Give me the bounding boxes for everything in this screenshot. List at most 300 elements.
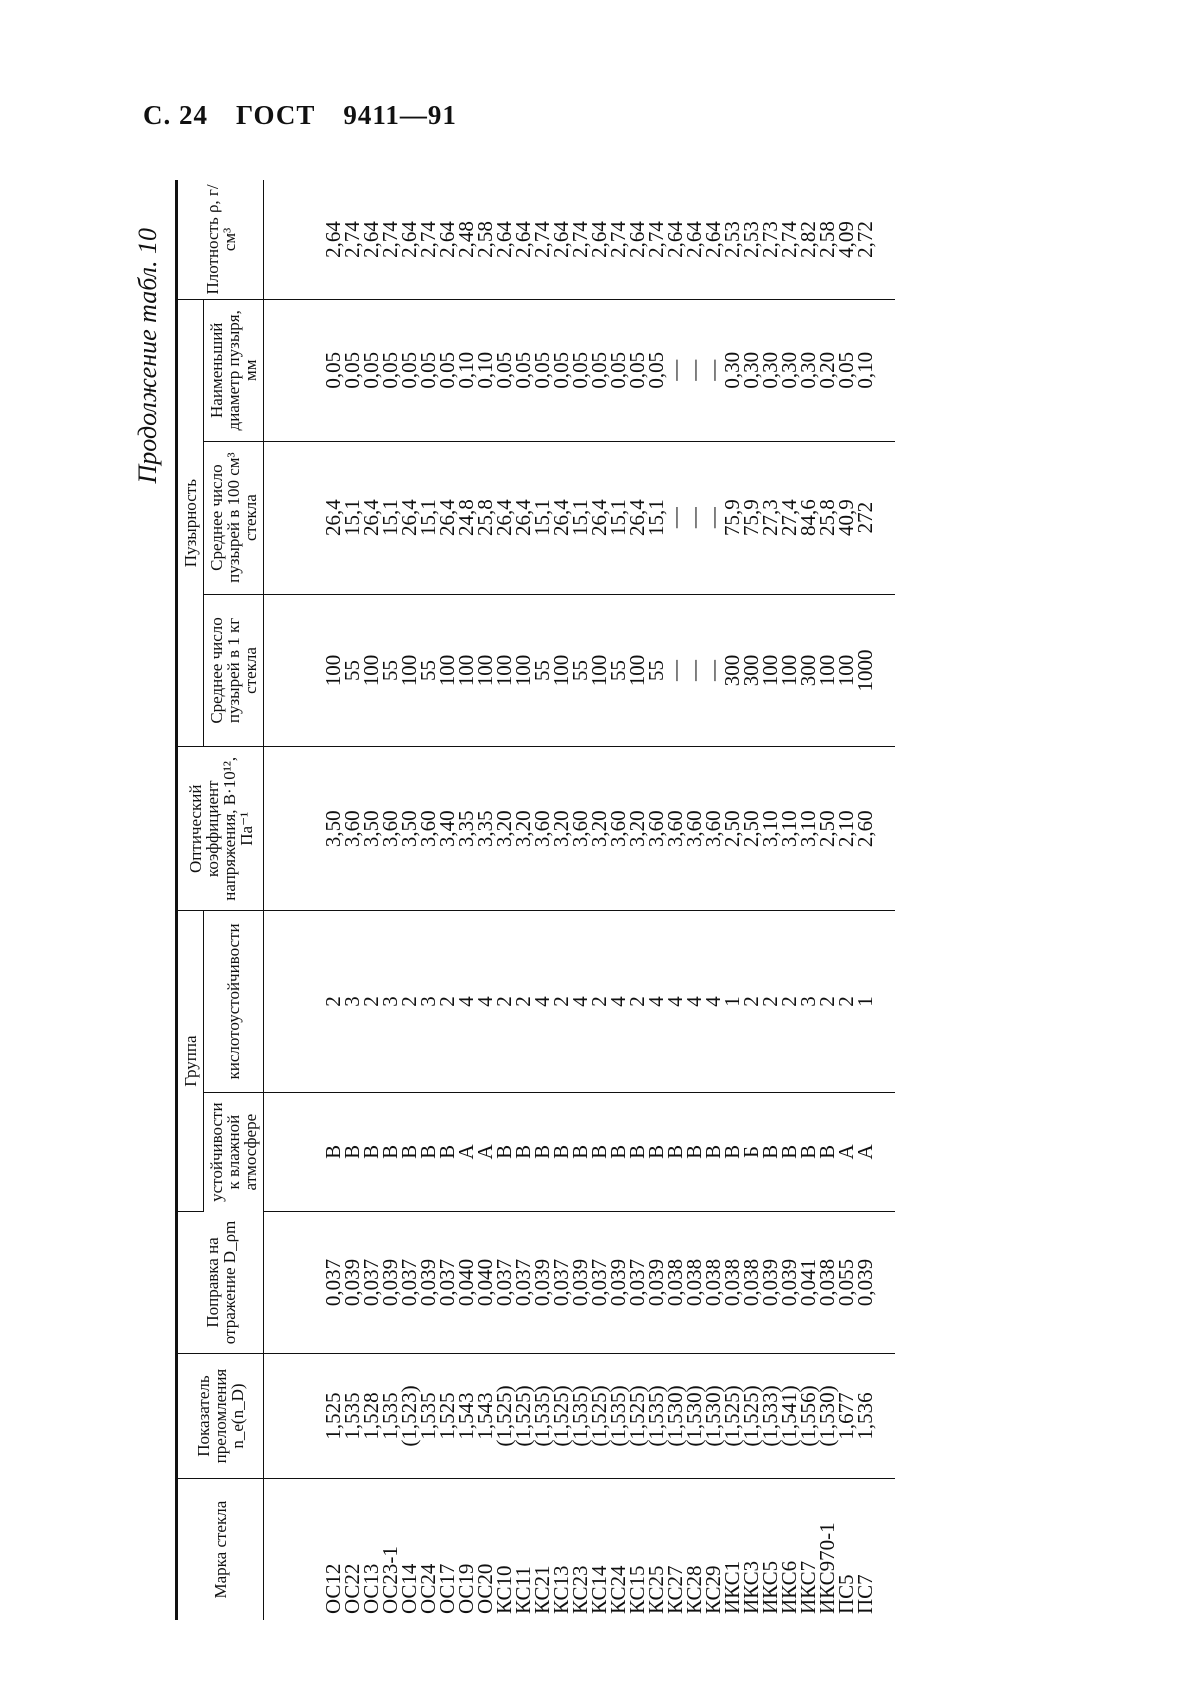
cell-kg: 55 <box>343 594 362 747</box>
cell-dia: — <box>666 299 685 441</box>
glass-properties-table <box>175 180 895 1620</box>
cell-hum: В <box>438 1092 457 1211</box>
cell-mark: ИКС3 <box>739 1560 763 1614</box>
cell-rho: 2,64 <box>552 180 571 299</box>
cell-rho: 2,64 <box>438 180 457 299</box>
cell-d: 0,039 <box>780 1212 799 1354</box>
cell-n: (1,530) <box>818 1353 837 1478</box>
cell-kg: 100 <box>362 594 381 747</box>
cell-dia: 0,05 <box>495 299 514 441</box>
cell-d: 0,039 <box>381 1212 400 1354</box>
cell-acid: 2 <box>628 911 647 1093</box>
cell-b: 3,60 <box>381 747 400 911</box>
cell-acid: 4 <box>571 911 590 1093</box>
col-group: Группа <box>177 911 204 1212</box>
cell-b: 3,60 <box>666 747 685 911</box>
cell-d: 0,038 <box>685 1212 704 1354</box>
cell-b: 3,50 <box>362 747 381 911</box>
cell-rho: 2,72 <box>856 180 895 299</box>
cell-kg: 55 <box>533 594 552 747</box>
cell-n: (1,525) <box>514 1353 533 1478</box>
cell-hum: А <box>457 1092 476 1211</box>
cell-mark: ОС12 <box>321 1563 345 1614</box>
cell-mark: КС23 <box>568 1565 592 1614</box>
cell-cm: 26,4 <box>552 441 571 594</box>
cell-b: 3,10 <box>799 747 818 911</box>
col-bubbles: Пузырность <box>177 299 204 746</box>
cell-kg: 55 <box>419 594 438 747</box>
cell-b: 3,20 <box>514 747 533 911</box>
cell-b: 3,60 <box>343 747 362 911</box>
cell-cm: 75,9 <box>742 441 761 594</box>
cell-mark: ОС17 <box>435 1563 459 1614</box>
cell-acid: 4 <box>704 911 723 1093</box>
cell-kg: 100 <box>628 594 647 747</box>
cell-kg: — <box>685 594 704 747</box>
cell-hum: В <box>552 1092 571 1211</box>
cell-b: 3,20 <box>552 747 571 911</box>
cell-d: 0,037 <box>438 1212 457 1354</box>
cell-kg: 100 <box>590 594 609 747</box>
cell-acid: 4 <box>533 911 552 1093</box>
cell-acid: 4 <box>476 911 495 1093</box>
cell-mark: КС13 <box>549 1565 573 1614</box>
cell-dia: 0,30 <box>761 299 780 441</box>
cell-acid: 3 <box>381 911 400 1093</box>
cell-d: 0,039 <box>609 1212 628 1354</box>
cell-cm: 15,1 <box>609 441 628 594</box>
cell-hum: В <box>685 1092 704 1211</box>
cell-cm: — <box>704 441 723 594</box>
cell-rho: 2,74 <box>571 180 590 299</box>
cell-n: (1,535) <box>609 1353 628 1478</box>
cell-b: 3,40 <box>438 747 457 911</box>
cell-acid: 2 <box>837 911 856 1093</box>
cell-dia: 0,05 <box>381 299 400 441</box>
cell-dia: 0,05 <box>647 299 666 441</box>
cell-acid: 1 <box>723 911 742 1093</box>
cell-mark: ОС23-1 <box>378 1546 402 1614</box>
cell-cm: 26,4 <box>362 441 381 594</box>
cell-b: 2,50 <box>723 747 742 911</box>
col-optical-coefficient: Оптический коэффициент напряжения, B·10¹², Па⁻¹ <box>177 747 264 911</box>
page-header <box>143 100 485 131</box>
cell-b: 3,10 <box>761 747 780 911</box>
cell-kg: 100 <box>457 594 476 747</box>
cell-kg: 100 <box>264 594 344 747</box>
cell-acid: 4 <box>647 911 666 1093</box>
col-min-diameter: Наименьший диаметр пузыря, мм <box>204 299 264 441</box>
cell-n: (1,525) <box>590 1353 609 1478</box>
cell-acid: 2 <box>818 911 837 1093</box>
cell-dia: 0,05 <box>514 299 533 441</box>
cell-hum: В <box>381 1092 400 1211</box>
cell-rho: 2,64 <box>264 180 344 299</box>
cell-b: 3,20 <box>628 747 647 911</box>
cell-rho: 2,74 <box>780 180 799 299</box>
table-row <box>264 180 344 1620</box>
cell-n: 1,535 <box>343 1353 362 1478</box>
cell-dia: 0,05 <box>362 299 381 441</box>
cell-rho: 2,82 <box>799 180 818 299</box>
cell-hum: В <box>362 1092 381 1211</box>
cell-kg: 100 <box>552 594 571 747</box>
cell-mark: КС28 <box>682 1565 706 1614</box>
page-number: С. 24 <box>143 100 208 130</box>
cell-cm: 26,4 <box>514 441 533 594</box>
cell-n: (1,523) <box>400 1353 419 1478</box>
cell-kg: — <box>704 594 723 747</box>
cell-cm: 26,4 <box>495 441 514 594</box>
col-reflection-correction: Поправка на отражение D_ρm <box>177 1212 264 1354</box>
cell-hum: А <box>476 1092 495 1211</box>
cell-dia: 0,05 <box>571 299 590 441</box>
cell-cm: — <box>666 441 685 594</box>
cell-d: 0,037 <box>264 1212 344 1354</box>
col-density: Плотность ρ, г/см³ <box>177 180 264 299</box>
cell-cm: 15,1 <box>533 441 552 594</box>
cell-n: (1,541) <box>780 1353 799 1478</box>
cell-b: 3,60 <box>685 747 704 911</box>
cell-b: 3,60 <box>704 747 723 911</box>
cell-n: (1,556) <box>799 1353 818 1478</box>
cell-mark: ПС5 <box>834 1574 858 1614</box>
cell-d: 0,037 <box>362 1212 381 1354</box>
cell-b: 2,60 <box>856 747 895 911</box>
cell-acid: 2 <box>742 911 761 1093</box>
cell-acid: 4 <box>609 911 628 1093</box>
cell-cm: 26,4 <box>438 441 457 594</box>
cell-kg: 100 <box>818 594 837 747</box>
cell-n: (1,525) <box>628 1353 647 1478</box>
cell-acid: 2 <box>264 911 344 1093</box>
cell-dia: 0,30 <box>742 299 761 441</box>
cell-b: 3,20 <box>590 747 609 911</box>
cell-d: 0,040 <box>476 1212 495 1354</box>
cell-cm: 26,4 <box>628 441 647 594</box>
cell-kg: 100 <box>495 594 514 747</box>
cell-d: 0,039 <box>419 1212 438 1354</box>
cell-n: 1,543 <box>476 1353 495 1478</box>
cell-cm: 40,9 <box>837 441 856 594</box>
cell-dia: 0,05 <box>264 299 344 441</box>
cell-rho: 2,74 <box>533 180 552 299</box>
cell-d: 0,037 <box>514 1212 533 1354</box>
cell-hum: В <box>666 1092 685 1211</box>
cell-mark: ОС19 <box>454 1563 478 1614</box>
cell-rho: 2,53 <box>723 180 742 299</box>
standard-number: 9411—91 <box>343 100 457 130</box>
cell-d: 0,038 <box>704 1212 723 1354</box>
cell-cm: 26,4 <box>400 441 419 594</box>
cell-hum: В <box>533 1092 552 1211</box>
cell-d: 0,039 <box>647 1212 666 1354</box>
cell-b: 3,60 <box>609 747 628 911</box>
cell-n: (1,535) <box>647 1353 666 1478</box>
cell-hum: В <box>799 1092 818 1211</box>
cell-d: 0,038 <box>818 1212 837 1354</box>
cell-d: 0,039 <box>761 1212 780 1354</box>
cell-d: 0,055 <box>837 1212 856 1354</box>
cell-hum: В <box>419 1092 438 1211</box>
cell-rho: 2,64 <box>400 180 419 299</box>
cell-d: 0,040 <box>457 1212 476 1354</box>
cell-n: (1,530) <box>666 1353 685 1478</box>
cell-n: (1,525) <box>552 1353 571 1478</box>
cell-acid: 2 <box>780 911 799 1093</box>
cell-rho: 2,64 <box>362 180 381 299</box>
cell-b: 3,50 <box>264 747 344 911</box>
col-acid: кислотоустойчивости <box>204 911 264 1093</box>
cell-dia: 0,05 <box>552 299 571 441</box>
cell-hum: В <box>609 1092 628 1211</box>
cell-rho: 2,58 <box>818 180 837 299</box>
cell-n: (1,525) <box>723 1353 742 1478</box>
cell-acid: 4 <box>457 911 476 1093</box>
cell-kg: 55 <box>609 594 628 747</box>
cell-kg: 100 <box>514 594 533 747</box>
cell-rho: 2,53 <box>742 180 761 299</box>
cell-b: 3,60 <box>571 747 590 911</box>
cell-rho: 2,74 <box>647 180 666 299</box>
cell-kg: 100 <box>400 594 419 747</box>
cell-acid: 2 <box>552 911 571 1093</box>
cell-mark: ОС24 <box>416 1563 440 1614</box>
cell-dia: 0,30 <box>780 299 799 441</box>
cell-rho: 2,64 <box>514 180 533 299</box>
cell-d: 0,037 <box>590 1212 609 1354</box>
cell-d: 0,038 <box>666 1212 685 1354</box>
cell-cm: 24,8 <box>457 441 476 594</box>
cell-mark: КС24 <box>606 1565 630 1614</box>
cell-b: 3,20 <box>495 747 514 911</box>
cell-rho: 2,74 <box>419 180 438 299</box>
col-humidity: устойчивости к влажной атмосфере <box>204 1092 264 1211</box>
cell-n: 1,525 <box>438 1353 457 1478</box>
cell-cm: 15,1 <box>647 441 666 594</box>
col-bubbles-cm3: Среднее число пузырей в 100 см³ стекла <box>204 441 264 594</box>
cell-dia: 0,05 <box>343 299 362 441</box>
cell-rho: 2,74 <box>343 180 362 299</box>
col-mark: Марка стекла <box>177 1479 264 1620</box>
standard-label: ГОСТ <box>236 100 316 130</box>
cell-mark: КС10 <box>492 1565 516 1614</box>
cell-kg: 300 <box>742 594 761 747</box>
cell-b: 3,60 <box>647 747 666 911</box>
cell-d: 0,039 <box>343 1212 362 1354</box>
cell-cm: 27,4 <box>780 441 799 594</box>
cell-hum: В <box>264 1092 344 1211</box>
cell-b: 3,35 <box>457 747 476 911</box>
cell-b: 3,35 <box>476 747 495 911</box>
cell-mark: ОС14 <box>397 1563 421 1614</box>
cell-rho: 2,64 <box>685 180 704 299</box>
cell-n: 1,535 <box>419 1353 438 1478</box>
cell-hum: В <box>647 1092 666 1211</box>
cell-kg: 300 <box>723 594 742 747</box>
cell-n: 1,677 <box>837 1353 856 1478</box>
cell-kg: 100 <box>837 594 856 747</box>
cell-dia: 0,05 <box>837 299 856 441</box>
cell-n: (1,533) <box>761 1353 780 1478</box>
cell-d: 0,038 <box>723 1212 742 1354</box>
cell-mark: КС27 <box>663 1565 687 1614</box>
cell-hum: В <box>343 1092 362 1211</box>
cell-rho: 2,64 <box>590 180 609 299</box>
cell-n: (1,525) <box>742 1353 761 1478</box>
cell-rho: 2,74 <box>609 180 628 299</box>
cell-acid: 2 <box>514 911 533 1093</box>
cell-cm: 75,9 <box>723 441 742 594</box>
cell-d: 0,039 <box>571 1212 590 1354</box>
cell-cm: 26,4 <box>264 441 344 594</box>
cell-mark: ИКС1 <box>720 1560 744 1614</box>
cell-b: 3,60 <box>419 747 438 911</box>
cell-mark: КС11 <box>511 1566 535 1614</box>
cell-n: 1,528 <box>362 1353 381 1478</box>
cell-b: 2,50 <box>742 747 761 911</box>
cell-hum: В <box>590 1092 609 1211</box>
cell-dia: 0,05 <box>609 299 628 441</box>
cell-b: 3,60 <box>533 747 552 911</box>
cell-acid: 4 <box>685 911 704 1093</box>
cell-mark: ИКС6 <box>777 1560 801 1614</box>
cell-cm: 27,3 <box>761 441 780 594</box>
cell-n: (1,525) <box>495 1353 514 1478</box>
cell-cm: 15,1 <box>419 441 438 594</box>
cell-cm: 25,8 <box>818 441 837 594</box>
cell-hum: А <box>837 1092 856 1211</box>
cell-rho: 2,73 <box>761 180 780 299</box>
cell-b: 3,10 <box>780 747 799 911</box>
cell-dia: — <box>704 299 723 441</box>
cell-acid: 2 <box>438 911 457 1093</box>
cell-cm: — <box>685 441 704 594</box>
cell-kg: 100 <box>438 594 457 747</box>
cell-n: (1,535) <box>533 1353 552 1478</box>
cell-hum: В <box>495 1092 514 1211</box>
cell-hum: В <box>780 1092 799 1211</box>
cell-n: 1,535 <box>381 1353 400 1478</box>
cell-cm: 25,8 <box>476 441 495 594</box>
cell-cm: 15,1 <box>343 441 362 594</box>
cell-rho: 4,09 <box>837 180 856 299</box>
cell-dia: 0,30 <box>799 299 818 441</box>
cell-dia: — <box>685 299 704 441</box>
cell-hum: В <box>571 1092 590 1211</box>
cell-mark: КС29 <box>701 1565 725 1614</box>
cell-mark: ОС22 <box>340 1563 364 1614</box>
cell-n: 1,525 <box>264 1353 344 1478</box>
cell-hum: В <box>723 1092 742 1211</box>
cell-n: (1,530) <box>704 1353 723 1478</box>
cell-kg: 55 <box>381 594 400 747</box>
cell-kg: 1000 <box>856 594 895 747</box>
cell-hum: В <box>514 1092 533 1211</box>
cell-kg: 55 <box>571 594 590 747</box>
cell-mark: ИКС7 <box>796 1560 820 1614</box>
cell-d: 0,037 <box>552 1212 571 1354</box>
cell-hum: В <box>400 1092 419 1211</box>
cell-mark: ИКС5 <box>758 1560 782 1614</box>
rotated-table-page <box>133 180 1055 1690</box>
cell-acid: 2 <box>400 911 419 1093</box>
cell-dia: 0,05 <box>590 299 609 441</box>
cell-acid: 2 <box>590 911 609 1093</box>
cell-mark: КС25 <box>644 1565 668 1614</box>
cell-kg: 300 <box>799 594 818 747</box>
cell-dia: 0,10 <box>476 299 495 441</box>
cell-cm: 15,1 <box>571 441 590 594</box>
cell-rho: 2,58 <box>476 180 495 299</box>
cell-b: 3,50 <box>400 747 419 911</box>
cell-mark: ОС13 <box>359 1563 383 1614</box>
cell-b: 2,10 <box>837 747 856 911</box>
cell-dia: 0,30 <box>723 299 742 441</box>
cell-cm: 84,6 <box>799 441 818 594</box>
cell-acid: 2 <box>362 911 381 1093</box>
cell-dia: 0,05 <box>628 299 647 441</box>
cell-d: 0,039 <box>856 1212 895 1354</box>
cell-n: 1,543 <box>457 1353 476 1478</box>
cell-acid: 4 <box>666 911 685 1093</box>
cell-d: 0,037 <box>495 1212 514 1354</box>
cell-hum: А <box>856 1092 895 1211</box>
cell-d: 0,037 <box>628 1212 647 1354</box>
cell-hum: В <box>761 1092 780 1211</box>
cell-hum: Б <box>742 1092 761 1211</box>
cell-n: 1,536 <box>856 1353 895 1478</box>
cell-d: 0,041 <box>799 1212 818 1354</box>
cell-kg: 100 <box>761 594 780 747</box>
cell-kg: 100 <box>476 594 495 747</box>
cell-rho: 2,64 <box>628 180 647 299</box>
cell-dia: 0,05 <box>400 299 419 441</box>
cell-dia: 0,05 <box>438 299 457 441</box>
cell-kg: — <box>666 594 685 747</box>
cell-cm: 26,4 <box>590 441 609 594</box>
cell-rho: 2,64 <box>666 180 685 299</box>
cell-dia: 0,05 <box>419 299 438 441</box>
cell-n: (1,530) <box>685 1353 704 1478</box>
cell-dia: 0,20 <box>818 299 837 441</box>
cell-mark: ОС20 <box>473 1563 497 1614</box>
cell-dia: 0,05 <box>533 299 552 441</box>
table-body <box>264 180 896 1620</box>
cell-mark: КС21 <box>530 1565 554 1614</box>
cell-rho: 2,64 <box>704 180 723 299</box>
cell-b: 2,50 <box>818 747 837 911</box>
table-row <box>856 180 895 1620</box>
cell-d: 0,038 <box>742 1212 761 1354</box>
cell-dia: 0,10 <box>457 299 476 441</box>
cell-mark: КС15 <box>625 1565 649 1614</box>
cell-acid: 2 <box>495 911 514 1093</box>
cell-acid: 3 <box>419 911 438 1093</box>
cell-acid: 3 <box>799 911 818 1093</box>
cell-cm: 272 <box>856 441 895 594</box>
table-caption: Продолжение табл. 10 <box>133 228 162 484</box>
cell-d: 0,037 <box>400 1212 419 1354</box>
cell-hum: В <box>704 1092 723 1211</box>
cell-acid: 2 <box>761 911 780 1093</box>
cell-cm: 15,1 <box>381 441 400 594</box>
col-bubbles-kg: Среднее число пузырей в 1 кг стекла <box>204 594 264 747</box>
cell-hum: В <box>818 1092 837 1211</box>
cell-mark: КС14 <box>587 1565 611 1614</box>
cell-acid: 1 <box>856 911 895 1093</box>
cell-mark: ИКС970-1 <box>815 1522 839 1614</box>
